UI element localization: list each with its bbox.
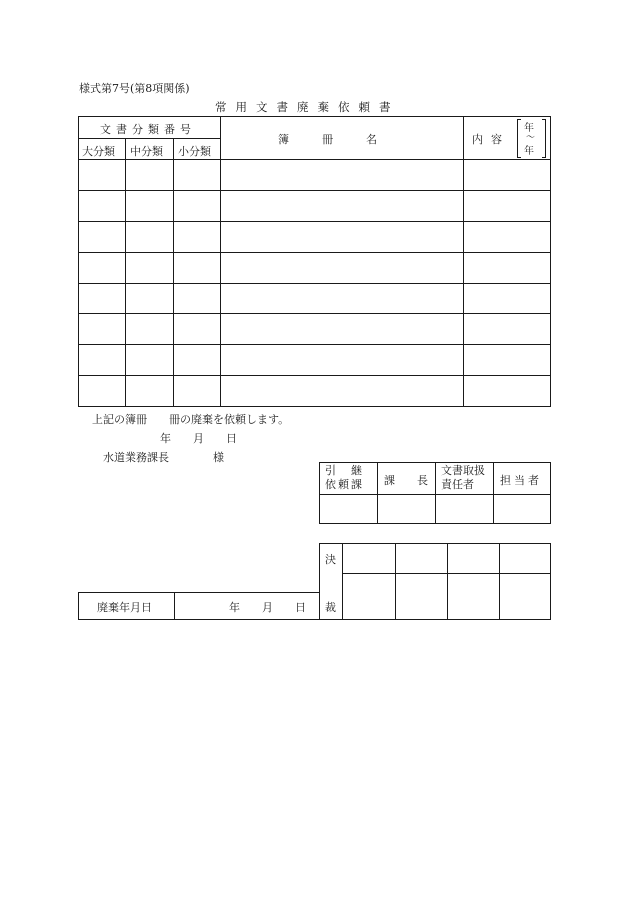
form-number-label: 様式第7号(第8項関係) <box>79 82 190 95</box>
decision-top-border <box>319 543 551 544</box>
disposal-date-top-border <box>78 592 320 593</box>
approval-vline-4 <box>550 462 551 524</box>
middle-category-header: 中分類 <box>130 145 163 158</box>
year-from-label: 年 <box>524 123 534 134</box>
disposal-date-label: 廃棄年月日 <box>97 601 152 614</box>
decision-vline-0 <box>319 543 320 620</box>
document-officer-header: 文書取扱 責任者 <box>441 464 485 491</box>
date-line: 年 月 日 <box>160 432 237 445</box>
col-divider-4 <box>463 116 464 407</box>
content-header: 内容 <box>472 133 510 146</box>
table-row-divider <box>78 344 551 345</box>
decision-vline-4 <box>499 543 500 620</box>
year-bracket-left <box>517 119 521 158</box>
decision-bottom-border <box>78 619 551 620</box>
table-row-divider <box>78 283 551 284</box>
document-title: 常用文書廃棄依頼書 <box>215 100 400 114</box>
group-header-divider <box>78 138 221 139</box>
col-divider-1 <box>125 138 126 407</box>
col-divider-3 <box>220 116 221 407</box>
person-in-charge-header: 担当者 <box>500 474 542 487</box>
major-category-header: 大分類 <box>82 145 115 158</box>
main-table-top-border <box>78 116 551 117</box>
year-to-label: 年 <box>524 146 534 157</box>
section-chief-header: 課 長 <box>384 474 428 487</box>
request-sentence: 上記の簿冊 冊の廃棄を依頼します。 <box>92 413 290 426</box>
year-bracket-right <box>542 119 546 158</box>
decision-vline-3 <box>447 543 448 620</box>
decision-vline-1 <box>342 543 343 620</box>
decision-vline-date <box>174 592 175 620</box>
decision-vline-5 <box>550 543 551 620</box>
table-row-divider <box>78 190 551 191</box>
table-row-divider <box>78 313 551 314</box>
book-name-header: 簿 冊 名 <box>278 133 377 146</box>
transfer-request-dept-header: 引 継 依頼課 <box>325 464 364 491</box>
addressee: 水道業務課長 様 <box>103 451 224 464</box>
decision-label-bottom: 裁 <box>325 601 336 614</box>
classification-number-header: 文書分類番号 <box>100 123 196 136</box>
approval-vline-0 <box>319 462 320 524</box>
col-divider-2 <box>173 138 174 407</box>
year-tilde: 〜 <box>526 133 536 143</box>
disposal-date-value: 年 月 日 <box>229 601 306 614</box>
approval-vline-2 <box>435 462 436 524</box>
approval-vline-3 <box>493 462 494 524</box>
main-table-bottom-border <box>78 406 551 407</box>
table-row-divider <box>78 375 551 376</box>
header-bottom-border <box>78 159 551 160</box>
approval-vline-1 <box>377 462 378 524</box>
minor-category-header: 小分類 <box>178 145 211 158</box>
decision-label-top: 決 <box>325 553 336 566</box>
decision-vline-2 <box>395 543 396 620</box>
table-row-divider <box>78 221 551 222</box>
decision-vline-left <box>78 592 79 620</box>
table-row-divider <box>78 252 551 253</box>
